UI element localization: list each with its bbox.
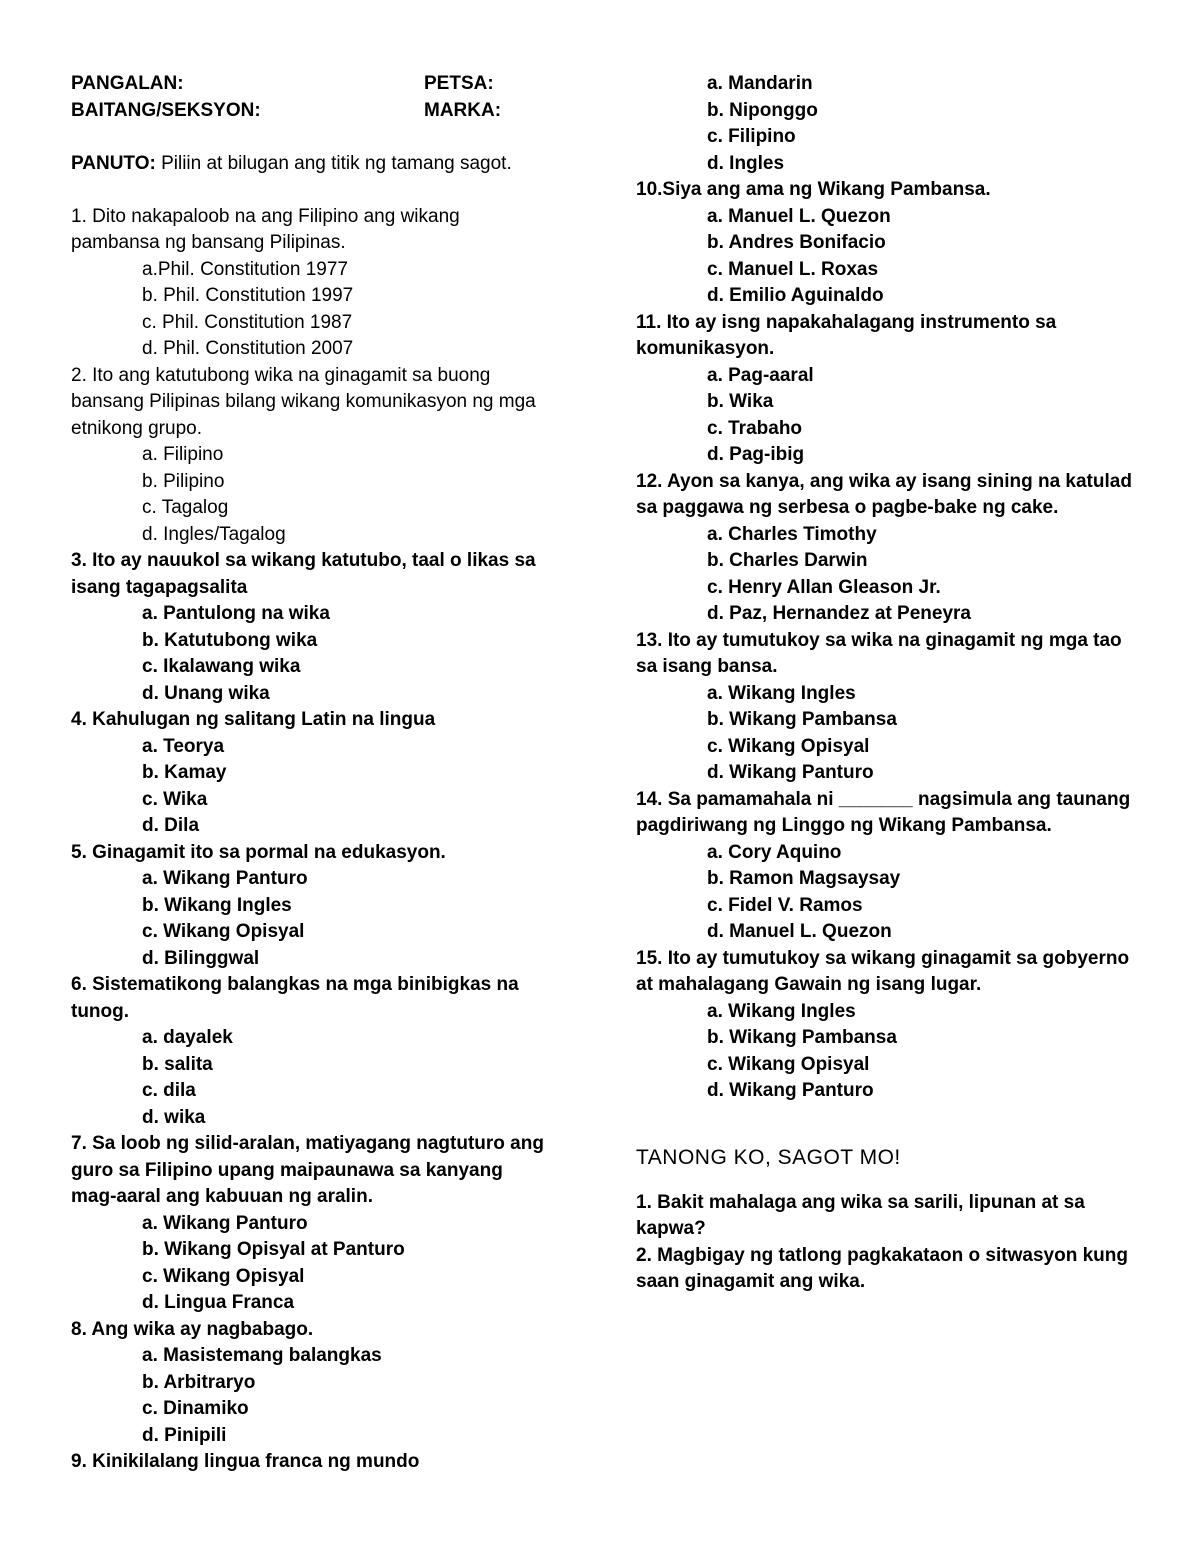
answer-option[interactable]: a. Wikang Panturo [142, 1212, 308, 1234]
answer-option[interactable]: b. Ramon Magsaysay [707, 868, 901, 889]
answer-option[interactable]: a.Phil. Constitution 1977 [142, 258, 348, 280]
answer-option[interactable]: a. Pag-aaral [707, 364, 814, 386]
answer-option[interactable]: c. Wikang Opisyal [142, 1265, 305, 1287]
question-5 [71, 840, 551, 973]
answer-option[interactable]: c. Wika [142, 788, 208, 810]
answer-option[interactable]: c. Tagalog [142, 497, 229, 518]
answer-option[interactable]: a. Wikang Panturo [142, 868, 308, 889]
answer-option[interactable]: c. dila [142, 1080, 196, 1101]
instructions-text: Piliin at bilugan ang titik ng tamang sagot. [155, 152, 512, 174]
date-label: PETSA: [424, 73, 494, 94]
answer-option[interactable]: c. Trabaho [707, 417, 803, 439]
answer-option[interactable]: a. Wikang Ingles [707, 682, 856, 704]
answer-option[interactable]: d. Paz, Hernandez at Peneyra [707, 603, 971, 624]
answer-option[interactable]: b. salita [142, 1053, 213, 1075]
answer-option[interactable]: b. Kamay [142, 762, 227, 783]
answer-option[interactable]: b. Wikang Opisyal at Panturo [142, 1239, 405, 1260]
question-13 [636, 628, 1136, 787]
question-text: 1. Dito nakapaloob na ang Filipino ang wikang pambansa ng bansang Pilipinas. [71, 205, 460, 253]
answer-option[interactable]: d. Ingles [707, 152, 785, 174]
answer-option[interactable]: b. Wikang Pambansa [707, 709, 897, 730]
header-row-1 [71, 71, 551, 98]
question-12 [636, 469, 1136, 628]
question-10 [636, 177, 1136, 310]
questions-left [71, 204, 551, 1476]
answer-option[interactable]: a. Filipino [142, 444, 224, 465]
answer-option[interactable]: b. Wikang Pambansa [707, 1027, 897, 1048]
answer-option[interactable]: d. Bilinggwal [142, 947, 260, 969]
question-15 [636, 946, 1136, 1105]
answer-option[interactable]: b. Andres Bonifacio [707, 232, 886, 253]
answer-option[interactable]: d. Phil. Constitution 2007 [142, 338, 354, 359]
question-8 [71, 1317, 551, 1450]
answer-option[interactable]: c. Phil. Constitution 1987 [142, 311, 353, 333]
answer-option[interactable]: d. Pag-ibig [707, 444, 805, 465]
answer-option[interactable]: a. Wikang Ingles [707, 1000, 856, 1022]
question-text: 13. Ito ay tumutukoy sa wika na ginagamit ng mga tao sa isang bansa. [636, 629, 1122, 677]
answer-option[interactable]: d. Emilio Aguinaldo [707, 285, 884, 306]
answer-option[interactable]: b. Niponggo [707, 99, 818, 121]
question-6 [71, 972, 551, 1131]
essay-section [636, 1105, 1136, 1296]
answer-option[interactable]: c. Fidel V. Ramos [707, 894, 863, 916]
answer-option[interactable]: c. Manuel L. Roxas [707, 258, 879, 280]
question-1 [71, 204, 551, 363]
question-4 [71, 707, 551, 840]
answer-option[interactable]: b. Wika [707, 391, 774, 412]
grade-section-label: BAITANG/SEKSYON: [71, 99, 261, 121]
answer-option[interactable]: a. dayalek [142, 1027, 233, 1048]
question-11 [636, 310, 1136, 469]
question-text: 8. Ang wika ay nagbabago. [71, 1318, 314, 1340]
question-3 [71, 548, 551, 707]
question-text: 6. Sistematikong balangkas na mga binibigkas na tunog. [71, 974, 519, 1022]
question-9 [71, 1449, 551, 1476]
answer-option[interactable]: d. Pinipili [142, 1424, 227, 1446]
question-text: 7. Sa loob ng silid-aralan, matiyagang nagtuturo ang guro sa Filipino upang maipaunawa sa kanyang mag-aaral ang kabuuan ng aralin. [71, 1133, 544, 1207]
question-text: 4. Kahulugan ng salitang Latin na lingua [71, 709, 436, 730]
left-column [71, 71, 551, 1476]
instructions [71, 151, 551, 178]
questions-right [636, 71, 1136, 1105]
answer-option[interactable]: a. Charles Timothy [707, 523, 877, 545]
question-9-options [636, 71, 1136, 177]
question-14 [636, 787, 1136, 946]
question-text: 5. Ginagamit ito sa pormal na edukasyon. [71, 841, 446, 863]
answer-option[interactable]: b. Katutubong wika [142, 629, 318, 651]
header-row-2 [71, 98, 551, 125]
answer-option[interactable]: b. Pilipino [142, 470, 225, 492]
answer-option[interactable]: d. Wikang Panturo [707, 1080, 874, 1101]
answer-option[interactable]: d. wika [142, 1106, 206, 1128]
name-label: PANGALAN: [71, 73, 184, 94]
question-text: 14. Sa pamamahala ni _______ nagsimula ang taunang pagdiriwang ng Linggo ng Wikang Pambansa. [636, 788, 1131, 836]
answer-option[interactable]: a. Pantulong na wika [142, 603, 330, 624]
answer-option[interactable]: c. Ikalawang wika [142, 656, 301, 677]
answer-option[interactable]: c. Wikang Opisyal [707, 735, 870, 757]
answer-option[interactable]: d. Wikang Panturo [707, 762, 874, 783]
answer-option[interactable]: d. Ingles/Tagalog [142, 523, 286, 545]
answer-option[interactable]: b. Wikang Ingles [142, 894, 292, 916]
answer-option[interactable]: a. Cory Aquino [707, 841, 842, 863]
answer-option[interactable]: d. Unang wika [142, 682, 270, 704]
question-2 [71, 363, 551, 549]
answer-option[interactable]: b. Arbitraryo [142, 1371, 256, 1393]
answer-option[interactable]: a. Teorya [142, 735, 225, 757]
answer-option[interactable]: c. Dinamiko [142, 1398, 249, 1419]
question-text: 11. Ito ay isng napakahalagang instrumento sa komunikasyon. [636, 311, 1057, 359]
answer-option[interactable]: b. Charles Darwin [707, 550, 868, 571]
question-text: 3. Ito ay nauukol sa wikang katutubo, taal o likas sa isang tagapagsalita [71, 550, 536, 598]
essay-title: TANONG KO, SAGOT MO! [636, 1146, 901, 1169]
answer-option[interactable]: c. Henry Allan Gleason Jr. [707, 576, 941, 598]
answer-option[interactable]: d. Manuel L. Quezon [707, 921, 892, 942]
essay-question-1: 1. Bakit mahalaga ang wika sa sarili, lipunan at sa kapwa? [636, 1191, 1085, 1239]
question-text: 2. Ito ang katutubong wika na ginagamit sa buong bansang Pilipinas bilang wikang komunikasyon ng mga etnikong grupo. [71, 364, 536, 439]
answer-option[interactable]: a. Mandarin [707, 73, 813, 94]
answer-option[interactable]: c. Wikang Opisyal [707, 1053, 870, 1075]
answer-option[interactable]: b. Phil. Constitution 1997 [142, 285, 354, 306]
score-label: MARKA: [424, 99, 502, 121]
answer-option[interactable]: d. Lingua Franca [142, 1292, 295, 1313]
right-column [636, 71, 1136, 1296]
question-7 [71, 1131, 551, 1317]
answer-option[interactable]: a. Masistemang balangkas [142, 1345, 382, 1366]
answer-option[interactable]: c. Filipino [707, 126, 796, 147]
answer-option[interactable]: d. Dila [142, 815, 200, 836]
answer-option[interactable]: a. Manuel L. Quezon [707, 205, 891, 227]
essay-question-2: 2. Magbigay ng tatlong pagkakataon o sitwasyon kung saan ginagamit ang wika. [636, 1244, 1128, 1292]
instructions-label: PANUTO: [71, 152, 156, 174]
answer-option[interactable]: c. Wikang Opisyal [142, 921, 305, 942]
question-text: 10.Siya ang ama ng Wikang Pambansa. [636, 179, 991, 200]
question-text: 9. Kinikilalang lingua franca ng mundo [71, 1451, 420, 1472]
question-text: 12. Ayon sa kanya, ang wika ay isang sining na katulad sa paggawa ng serbesa o pagbe-bake ng cake. [636, 470, 1132, 518]
question-text: 15. Ito ay tumutukoy sa wikang ginagamit sa gobyerno at mahalagang Gawain ng isang lugar. [636, 947, 1130, 995]
